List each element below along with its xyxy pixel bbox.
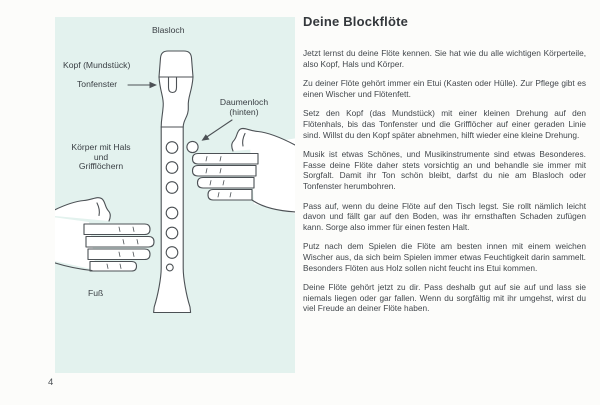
label-tonfenster: Tonfenster <box>77 79 118 89</box>
diagram-panel <box>55 17 295 373</box>
label-koerper: Körper mit Hals und Grifflöchern <box>71 142 131 172</box>
paragraph: Musik ist etwas Schönes, und Musikinstrumente sind etwas Besonderes. Fasse deine Flöte daher stets vorsichtig an und behandle sie immer mit Sorgfalt. Damit ihr Ton schön bleibt, darfst du nie am Blasloch oder Tonfenster herumbohren. <box>303 149 586 191</box>
left-hand <box>55 198 154 271</box>
page-title: Deine Blockflöte <box>303 14 409 29</box>
label-blasloch: Blasloch <box>152 25 185 35</box>
label-daumenloch: Daumenloch (hinten) <box>219 97 269 117</box>
tonfenster-arrow <box>128 82 157 88</box>
paragraph: Deine Flöte gehört jetzt zu dir. Pass deshalb gut auf sie auf und lass sie niemals liegen oder gar fallen. Wenn du sorgfältig mit ihr umgehst, wirst du viel Freude an deiner Flöte haben. <box>303 282 586 314</box>
paragraph: Setz den Kopf (das Mundstück) mit einer kleinen Drehung auf den Flötenhals, bis das Tonfenster und die Grifflöcher auf einer geraden Linie sind. Willst du den Kopf später abnehmen, hilft wieder eine kleine Drehung. <box>303 108 586 140</box>
label-fuss: Fuß <box>88 288 104 298</box>
paragraph: Putz nach dem Spielen die Flöte am besten innen mit einem weichen Wischer aus, da sich beim Spielen immer etwas Feuchtigkeit darin sammelt. Besonders Flöten aus Holz sollen nicht feucht ins Etui kommen. <box>303 241 586 273</box>
paragraph: Jetzt lernst du deine Flöte kennen. Sie hat wie du alle wichtigen Körperteile, also Kopf, Hals und Körper. <box>303 48 586 69</box>
thumb-hole <box>187 141 198 152</box>
article <box>303 15 586 323</box>
paragraph: Zu deiner Flöte gehört immer ein Etui (Kasten oder Hülle). Zur Pflege gibt es einen Wischer und Flötenfett. <box>303 78 586 99</box>
right-hand <box>193 128 296 214</box>
daumenloch-arrow <box>202 120 233 141</box>
label-kopf-mundstueck: Kopf (Mundstück) <box>63 60 131 70</box>
paragraph: Pass auf, wenn du deine Flöte auf den Tisch legst. Sie rollt nämlich leicht davon und fällt gar auf den Boden, was ihr ernsthaften Schaden zufügen kann. Sorge also immer für einen festen Halt. <box>303 200 586 232</box>
page-number: 4 <box>48 377 54 388</box>
